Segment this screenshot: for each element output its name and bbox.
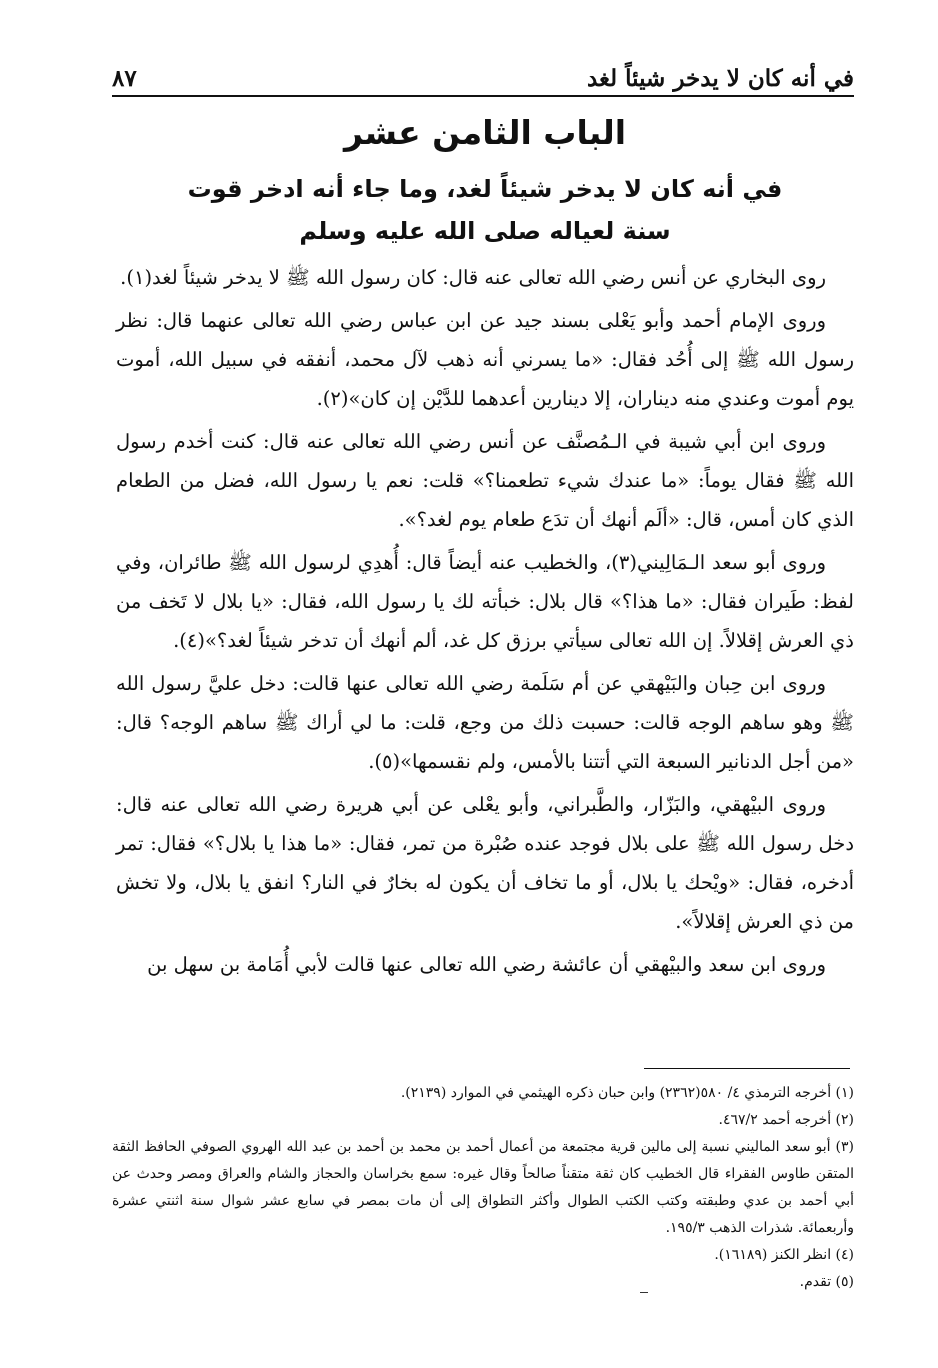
page-number: ٨٧ [112,65,137,92]
body-paragraph: وروى الإمام أحمد وأبو يَعْلى بسند جيد عن ابن عباس رضي الله تعالى عنهما قال: نظر رسول الله ﷺ إلى أُحُد فقال: «ما يسرني أنه ذهب لآل محمد، أنفقه في سبيل الله، أموت يوم أموت وعندي منه ديناران، إلا دينارين أعدهما للدَّيْن إن كان»(٢). [116,309,854,410]
body-paragraph: وروى ابن أبي شيبة في الـمُصنَّف عن أنس رضي الله تعالى عنه قال: كنت أخدم رسول الله ﷺ فقال يوماً: «ما عندك شيء تطعمنا؟» قلت: نعم يا رسول الله، فضل من الطعام الذي كان أمس، قال: «ألَم أنهك أن تدَع طعام يوم لغد؟». [116,430,854,531]
main-content [116,106,854,988]
running-title: في أنه كان لا يدخر شيئاً لغد [586,65,854,92]
chapter-subtitle [116,168,854,252]
chapter-subtitle-line: سنة لعياله صلى الله عليه وسلم [299,217,671,245]
chapter-title: الباب الثامن عشر [343,113,627,152]
stray-mark [640,1292,648,1293]
body-paragraph: وروى البيْهقي، والبَزّار، والطَّبراني، وأبو يعْلى عن أبي هريرة رضي الله تعالى عنه قال: دخل رسول الله ﷺ على بلال فوجد عنده صُبْرة من تمر، فقال: «ما هذا يا بلال؟» فقال: تمر أدخره، فقال: «ويْحك يا بلال، أو ما تخاف أن يكون له بخارٌ في النار؟ انفق يا بلال، ولا تخش من ذي العرش إقلالاً». [116,793,854,933]
running-header [112,50,854,92]
footnote: (٤) انظر الكنز (١٦١٨٩). [714,1247,854,1263]
body-paragraph: وروى أبو سعد الـمَالِيني(٣)، والخطيب عنه أيضاً قال: أُهدِي لرسول الله ﷺ طائران، وفي لفظ: طَيران فقال: «ما هذا؟» قال بلال: خبأته لك يا رسول الله، فقال: «يا بلال لا تَخف من ذي العرش إقلالاً. إن الله تعالى سيأتي برزق كل غد، ألم أنهك أن تدخر شيئاً لغد؟»(٤). [116,551,854,652]
footnote-separator [644,1068,850,1069]
body-paragraph: وروى ابن سعد والبيْهقي أن عائشة رضي الله تعالى عنها قالت لأبي أُمَامة بن سهل بن [147,953,826,976]
chapter-subtitle-line: في أنه كان لا يدخر شيئاً لغد، وما جاء أنه ادخر قوت [187,175,783,203]
body-paragraph: روى البخاري عن أنس رضي الله تعالى عنه قال: كان رسول الله ﷺ لا يدخر شيئاً لغد(١). [120,266,826,289]
body-paragraph: وروى ابن حِبان والبَيْهقي عن أم سَلَمة رضي الله تعالى عنها قالت: دخل عليَّ رسول الله ﷺ وهو ساهم الوجه قالت: حسبت ذلك من وجع، قلت: ما لي أراك ﷺ ساهم الوجه؟ قال: «من أجل الدنانير السبعة التي أتتنا بالأمس، ولم نقسمها»(٥). [116,672,854,773]
footnote: (٣) أبو سعد الماليني نسبة إلى مالين قرية مجتمعة من أعمال أحمد بن محمد بن أحمد بن عبد الله الهروي الصوفي الحافظ الثقة المتقن طاوس الفقراء قال الخطيب كان ثقة متقناً صالحاً وقال غيره: سمع بخراسان والحجاز والشام والعراق ومصر وحدث عن أبي أحمد بن عدي وطبقته وكتب الكتب الطوال وأكثر التطواق إلى أن مات بمصر في سابع عشر شوال سنة اثنتي عشرة وأربعمائة. شذرات الذهب ١٩٥/٣. [112,1139,854,1236]
header-rule [112,95,854,97]
footnote: (١) أخرجه الترمذي ٤/ ٥٨٠(٢٣٦٢) وابن حبان ذكره الهيثمي في الموارد (٢١٣٩). [400,1085,854,1101]
footnotes [112,1080,854,1296]
footnote: (٢) أخرجه أحمد ٤٦٧/٢. [718,1112,854,1128]
footnote: (٥) تقدم. [799,1274,854,1290]
